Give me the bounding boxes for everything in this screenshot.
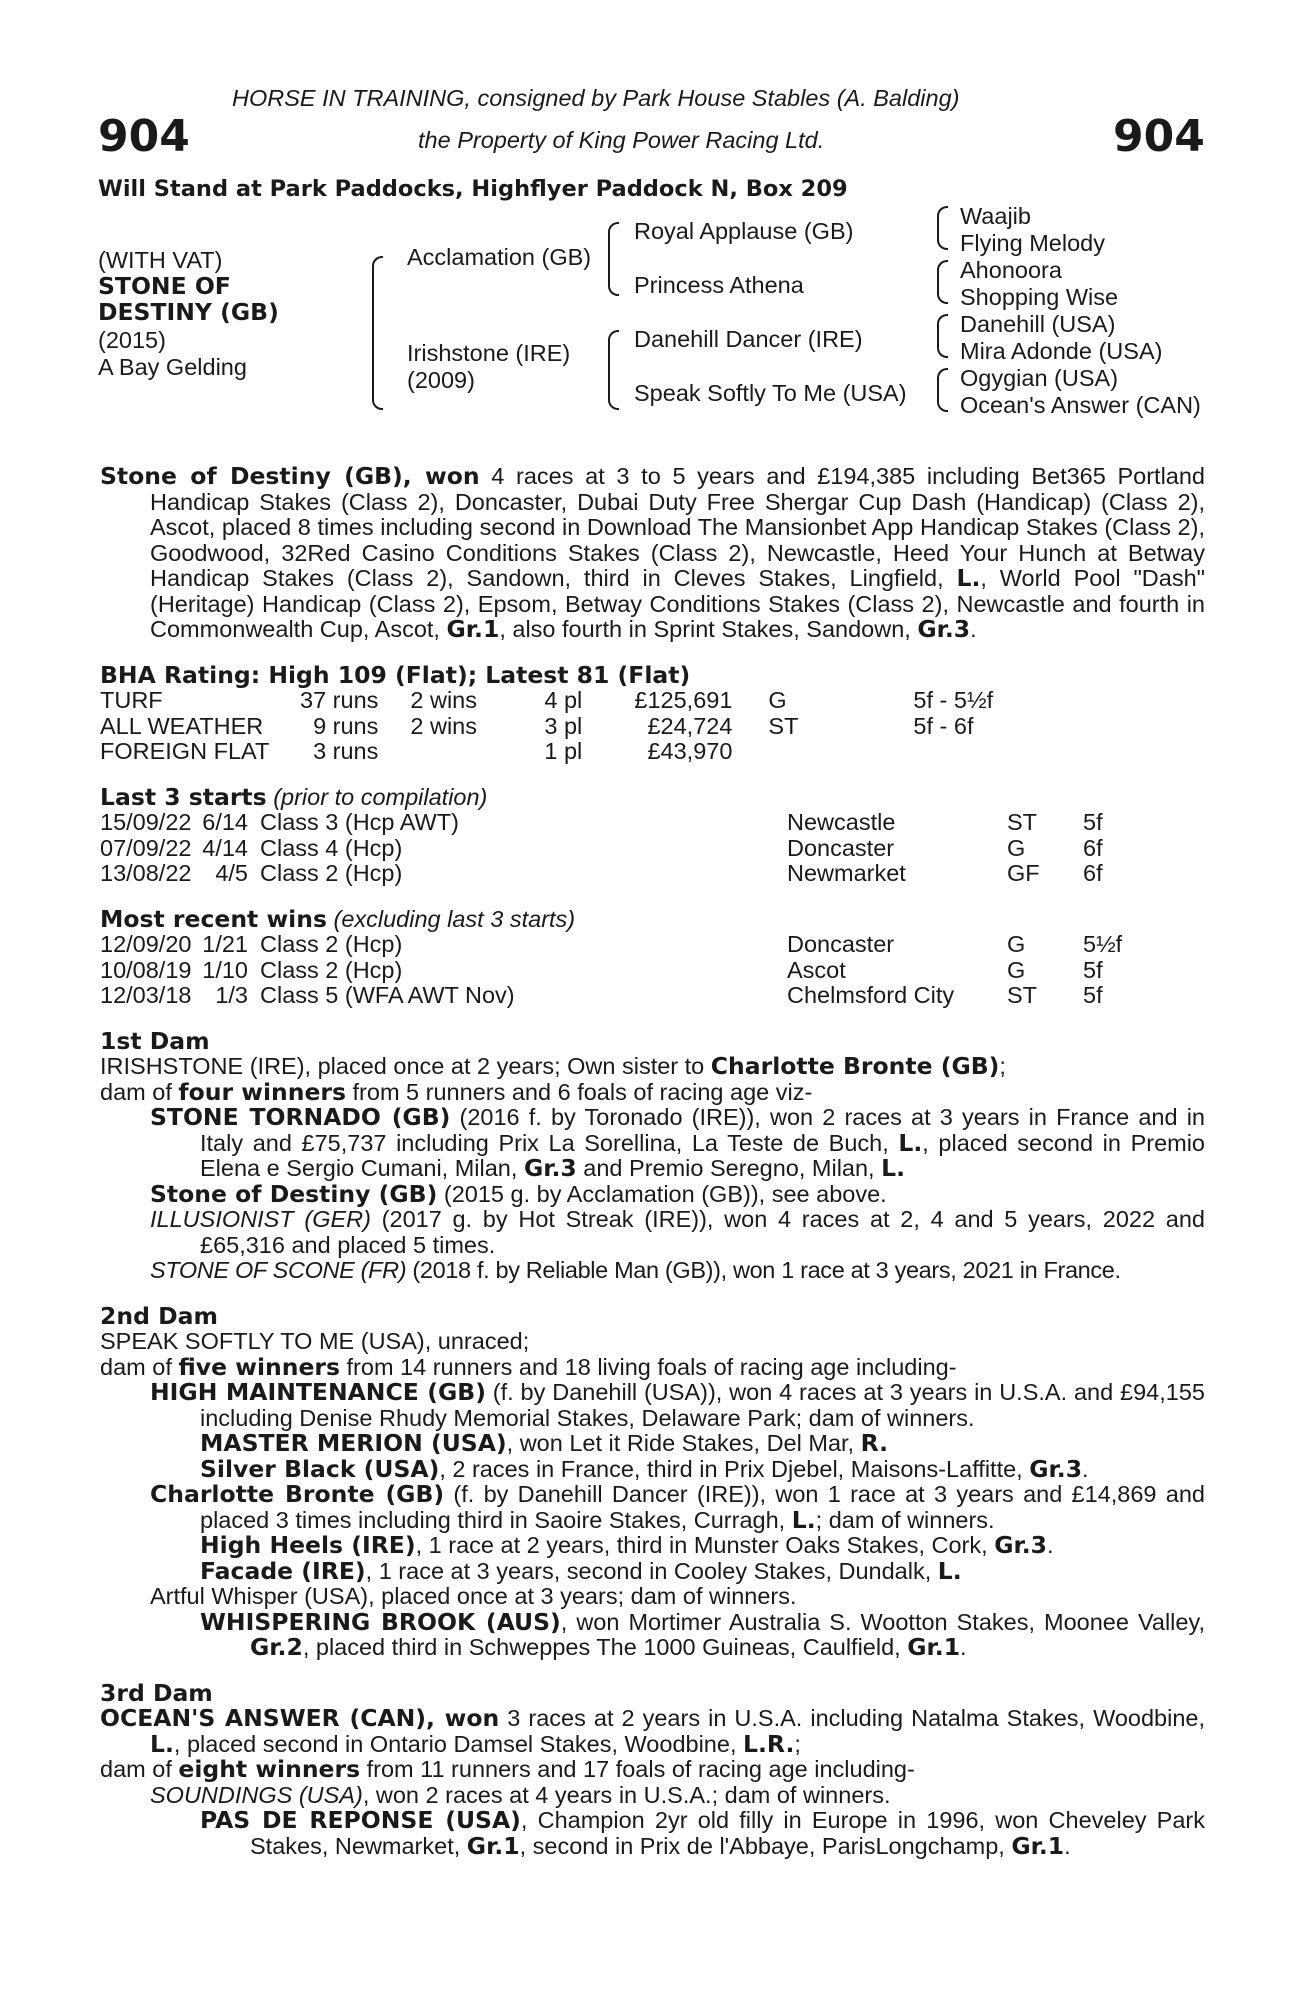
- win-row-dist: 5f: [1083, 956, 1103, 983]
- pedigree-g3-2: Flying Melody: [960, 230, 1105, 256]
- surface-row-wins: 2 wins: [410, 712, 478, 739]
- surface-row-pl: 4 pl: [544, 687, 583, 713]
- win-row-date: 10/08/19: [100, 956, 192, 983]
- surface-row-going: ST: [768, 712, 799, 739]
- rating-section: [100, 660, 1205, 765]
- consignment-line: HORSE IN TRAINING, consigned by Park House Stables (A. Balding): [232, 85, 960, 111]
- horse-name-line2: DESTINY (GB): [98, 298, 279, 326]
- start-row-cls: Class 4 (Hcp): [260, 834, 403, 861]
- surface-row-wins: 2 wins: [410, 687, 478, 713]
- win-row-cls: Class 5 (WFA AWT Nov): [260, 982, 515, 1008]
- surface-row: [100, 714, 1053, 740]
- surface-row-runs: 37 runs: [300, 687, 379, 713]
- start-row-cls: Class 3 (Hcp AWT): [260, 809, 459, 835]
- start-row: [100, 836, 1143, 862]
- property-line: the Property of King Power Racing Ltd.: [418, 127, 825, 153]
- start-row-date: 15/09/22: [100, 809, 192, 835]
- win-row-pos: 1/21: [202, 931, 248, 957]
- pedigree-brace-sd: [937, 260, 948, 304]
- surface-row-wins: [378, 739, 522, 765]
- pedigree-dam: Irishstone (IRE): [407, 340, 571, 366]
- win-row: [100, 983, 1143, 1009]
- surface-row-runs: 9 runs: [313, 712, 379, 739]
- last3-heading: Last 3 starts (prior to compilation): [100, 782, 488, 811]
- pedigree-g3-4: Shopping Wise: [960, 284, 1119, 310]
- pedigree-brace-main: [372, 256, 383, 410]
- second-dam-section: [100, 1301, 1205, 1661]
- horse-description: A Bay Gelding: [98, 354, 247, 380]
- produce-entry: Stone of Destiny (GB) (2015 g. by Acclamation (GB)), see above.: [150, 1179, 887, 1208]
- start-row-going: GF: [1007, 860, 1040, 886]
- produce-entry: Artful Whisper (USA), placed once at 3 years; dam of winners.: [150, 1583, 797, 1609]
- produce-entry: ILLUSIONIST (GER) (2017 g. by Hot Streak (IRE)), won 4 races at 2, 4 and 5 years, 2022 and £65,316 and placed 5 times.: [150, 1206, 1205, 1258]
- win-row-cls: Class 2 (Hcp): [260, 931, 403, 957]
- start-row-cls: Class 2 (Hcp): [260, 860, 403, 886]
- race-record-summary: Stone of Destiny (GB), won 4 races at 3 to 5 years and £194,385 including Bet365 Portland Handicap Stakes (Class 2), Doncaster, Dubai Duty Free Shergar Cup Dash (Handicap) (Class 2), Ascot, placed 8 times including second in Download The Mansionbet App Handicap Stakes (Class 2), Goodwood, 32Red Casino Conditions Stakes (Class 2), Newcastle, Heed Your Hunch at Betway Handicap Stakes (Class 2), Sandown, third in Cleves Stakes, Lingfield, L., World Pool "Dash" (Heritage) Handicap (Class 2), Epsom, Betway Conditions Stakes (Class 2), Newcastle and fourth in Commonwealth Cup, Ascot, Gr.1, also fourth in Sprint Stakes, Sandown, Gr.3.: [100, 462, 1206, 643]
- first-dam-section: [100, 1026, 1206, 1284]
- pedigree-g3-7: Ogygian (USA): [960, 365, 1119, 391]
- third-dam-section: [100, 1678, 1206, 1860]
- surface-row-prize: £43,970: [647, 738, 733, 764]
- pedigree-sire-dam: Princess Athena: [634, 272, 804, 298]
- lot-number-left: 904: [98, 111, 190, 162]
- start-row: [100, 810, 1143, 836]
- win-row-dist: 5f: [1083, 982, 1103, 1008]
- wins-table: [100, 932, 1143, 1009]
- win-row-dist: 5½f: [1083, 931, 1123, 957]
- foaling-year: (2015): [98, 327, 166, 353]
- produce-entry: PAS DE REPONSE (USA), Champion 2yr old filly in Europe in 1996, won Cheveley Park Stakes, Newmarket, Gr.1, second in Prix de l'Abbaye, ParisLongchamp, Gr.1.: [200, 1806, 1206, 1860]
- lot-number-right: 904: [1113, 111, 1205, 162]
- third-dam-line2: dam of eight winners from 11 runners and 17 foals of racing age including-: [100, 1755, 915, 1783]
- surface-row-dist: 5f - 5½f: [913, 687, 994, 713]
- produce-entry: STONE TORNADO (GB) (2016 f. by Toronado (IRE)), won 2 races at 3 years in France and in Italy and £75,737 including Prix La Sorellina, La Teste de Buch, L., placed second in Premio Elena e Sergio Cumani, Milan, Gr.3 and Premio Seregno, Milan, L.: [150, 1103, 1206, 1182]
- last3-table: [100, 810, 1143, 887]
- pedigree-brace-dd: [937, 368, 948, 412]
- second-dam-line2: dam of five winners from 14 runners and 18 living foals of racing age including-: [100, 1352, 957, 1381]
- win-row-cls: Class 2 (Hcp): [260, 956, 403, 983]
- start-row: [100, 861, 1143, 887]
- win-row-going: G: [1007, 956, 1026, 983]
- win-row-going: G: [1007, 931, 1026, 957]
- produce-entry: High Heels (IRE), 1 race at 2 years, third in Munster Oaks Stakes, Cork, Gr.3.: [200, 1531, 1054, 1559]
- start-row-pos: 4/14: [202, 834, 248, 861]
- win-row-date: 12/09/20: [100, 931, 192, 957]
- vat-note: (WITH VAT): [98, 247, 223, 273]
- surface-row-dist: 5f - 6f: [913, 712, 974, 739]
- win-row-date: 12/03/18: [100, 982, 192, 1008]
- surface-row-dist: [913, 739, 1053, 765]
- pedigree-brace-ss: [937, 206, 948, 250]
- surface-row: [100, 739, 1053, 765]
- first-dam-heading: 1st Dam: [100, 1026, 210, 1055]
- surface-table: [100, 688, 1053, 765]
- surface-row-prize: £125,691: [634, 687, 733, 713]
- pedigree-dam-sire: Danehill Dancer (IRE): [634, 326, 863, 352]
- pedigree-g3-1: Waajib: [960, 203, 1031, 229]
- surface-row-runs: 3 runs: [313, 738, 379, 764]
- surface-row-surface: ALL WEATHER: [100, 712, 264, 739]
- win-row-course: Doncaster: [787, 931, 895, 957]
- pedigree-sire: Acclamation (GB): [407, 244, 592, 270]
- surface-row-pl: 3 pl: [544, 712, 583, 739]
- third-dam-heading: 3rd Dam: [100, 1678, 213, 1707]
- surface-row-prize: £24,724: [647, 712, 733, 739]
- start-row-course: Newmarket: [787, 860, 906, 886]
- pedigree-g3-5: Danehill (USA): [960, 311, 1116, 337]
- start-row-dist: 6f: [1083, 834, 1103, 861]
- pedigree-dam-dam: Speak Softly To Me (USA): [634, 380, 907, 406]
- pedigree-g3-8: Ocean's Answer (CAN): [960, 392, 1201, 418]
- pedigree-g3-6: Mira Adonde (USA): [960, 338, 1163, 364]
- pedigree-g3-3: Ahonoora: [960, 257, 1062, 283]
- produce-entry: STONE OF SCONE (FR) (2018 f. by Reliable Man (GB)), won 1 race at 3 years, 2021 in France.: [150, 1257, 1121, 1283]
- produce-entry: HIGH MAINTENANCE (GB) (f. by Danehill (USA)), won 4 races at 3 years in U.S.A. and £94,155 including Denise Rhudy Memorial Stakes, Delaware Park; dam of winners.: [150, 1378, 1205, 1431]
- horse-name-line1: STONE OF: [98, 272, 231, 300]
- start-row-pos: 4/5: [215, 860, 248, 886]
- win-row-pos: 1/3: [215, 982, 248, 1008]
- produce-entry: SOUNDINGS (USA), won 2 races at 4 years in U.S.A.; dam of winners.: [150, 1781, 891, 1808]
- pedigree-brace-ds: [937, 314, 948, 358]
- catalogue-body: [100, 464, 1205, 1859]
- win-row-pos: 1/10: [202, 956, 248, 983]
- pedigree-dam-year: (2009): [407, 367, 475, 393]
- surface-row-surface: TURF: [100, 687, 163, 713]
- produce-entry: Charlotte Bronte (GB) (f. by Danehill Dancer (IRE)), won 1 race at 3 years and £14,869 and placed 3 times including third in Saoire Stakes, Curragh, L.; dam of winners.: [150, 1480, 1205, 1534]
- second-dam-line1: SPEAK SOFTLY TO ME (USA), unraced;: [100, 1328, 530, 1354]
- rating-heading: BHA Rating: High 109 (Flat); Latest 81 (Flat): [100, 660, 691, 689]
- surface-row-going: [732, 739, 913, 765]
- start-row-course: Newcastle: [787, 809, 896, 835]
- start-row-dist: 5f: [1083, 809, 1103, 835]
- pedigree-sire-sire: Royal Applause (GB): [634, 218, 854, 244]
- pedigree-brace-dam: [608, 330, 619, 410]
- win-row-course: Ascot: [787, 956, 846, 983]
- surface-row-going: G: [768, 687, 787, 713]
- start-row-course: Doncaster: [787, 834, 895, 861]
- third-dam-line1: OCEAN'S ANSWER (CAN), won 3 races at 2 years in U.S.A. including Natalma Stakes, Woodbine, L., placed second in Ontario Damsel Stakes, Woodbine, L.R.;: [100, 1704, 1205, 1758]
- pedigree-brace-sire: [608, 222, 619, 296]
- win-row-course: Chelmsford City: [787, 982, 955, 1008]
- start-row-date: 13/08/22: [100, 860, 192, 886]
- wins-section: [100, 904, 1205, 1009]
- start-row-going: G: [1007, 834, 1026, 861]
- produce-entry: WHISPERING BROOK (AUS), won Mortimer Australia S. Wootton Stakes, Moonee Valley, Gr.2, placed third in Schweppes The 1000 Guineas, Caulfield, Gr.1.: [200, 1607, 1205, 1661]
- start-row-going: ST: [1007, 809, 1038, 835]
- start-row-date: 07/09/22: [100, 834, 192, 861]
- produce-entry: Facade (IRE), 1 race at 3 years, second in Cooley Stakes, Dundalk, L.: [200, 1556, 962, 1585]
- stand-location: Will Stand at Park Paddocks, Highflyer Paddock N, Box 209: [98, 176, 848, 202]
- wins-heading: Most recent wins (excluding last 3 starts): [100, 904, 576, 933]
- win-row: [100, 958, 1143, 984]
- produce-entry: Silver Black (USA), 2 races in France, third in Prix Djebel, Maisons-Laffitte, Gr.3.: [200, 1454, 1089, 1483]
- win-row-going: ST: [1007, 982, 1038, 1008]
- second-dam-heading: 2nd Dam: [100, 1301, 218, 1330]
- surface-row-surface: FOREIGN FLAT: [100, 738, 270, 764]
- last3-section: [100, 782, 1205, 887]
- start-row-dist: 6f: [1083, 860, 1103, 886]
- start-row-pos: 6/14: [202, 809, 248, 835]
- produce-entry: MASTER MERION (USA), won Let it Ride Stakes, Del Mar, R.: [200, 1429, 889, 1457]
- first-dam-line2: dam of four winners from 5 runners and 6 foals of racing age viz-: [100, 1077, 813, 1106]
- win-row: [100, 932, 1143, 958]
- surface-row-pl: 1 pl: [544, 738, 583, 764]
- first-dam-line1: IRISHSTONE (IRE), placed once at 2 years; Own sister to Charlotte Bronte (GB);: [100, 1052, 1006, 1080]
- surface-row: [100, 688, 1053, 714]
